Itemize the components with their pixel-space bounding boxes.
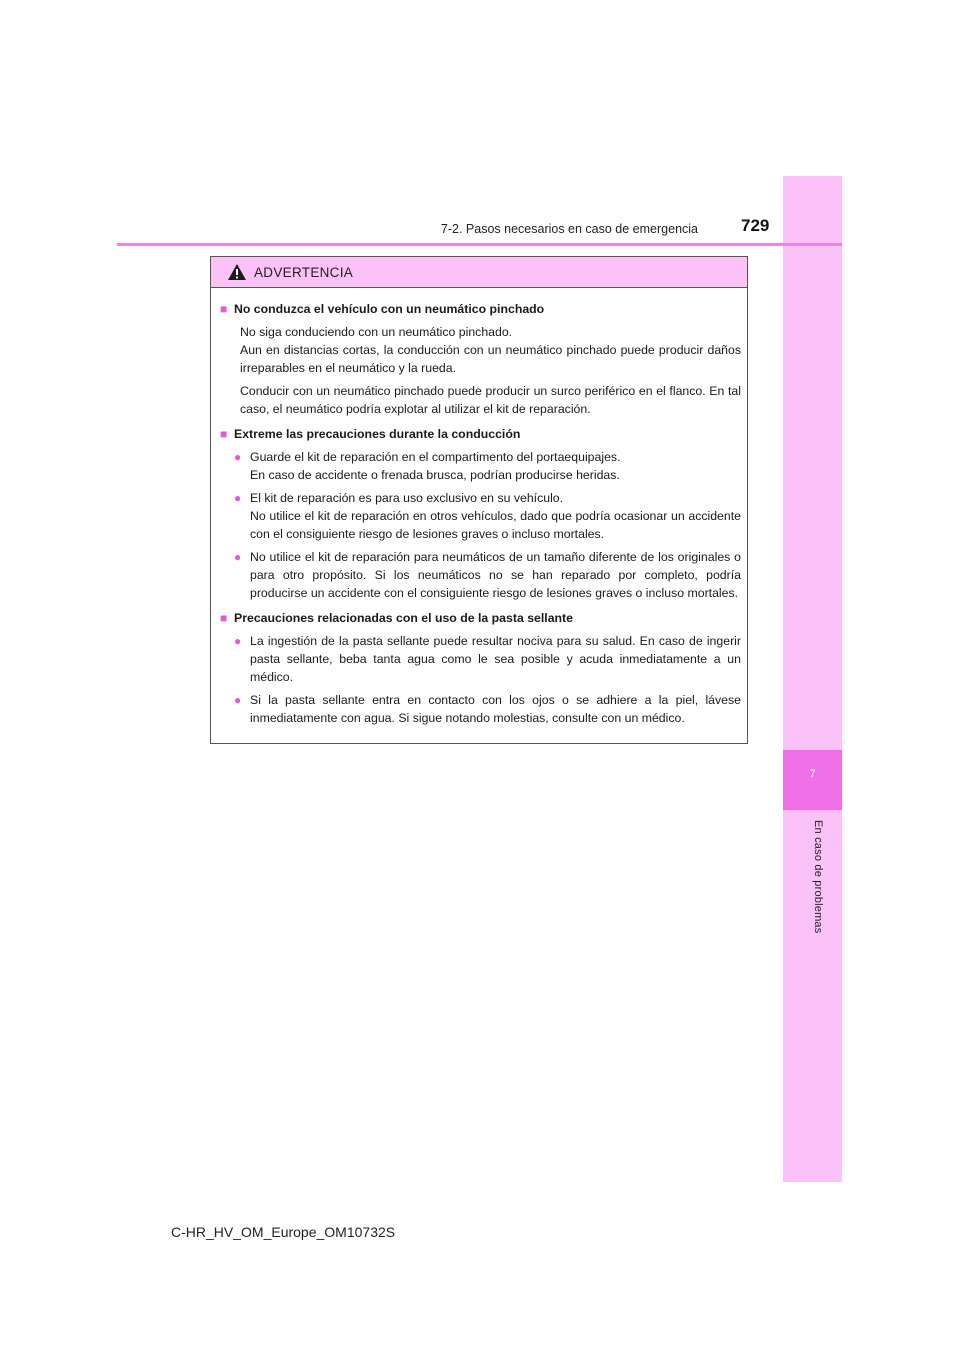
warning-bullet <box>234 448 741 484</box>
warning-bullet <box>234 548 741 602</box>
bullet-line: Si la pasta sellante entra en contacto con los ojos o se adhiere a la piel, lávese inmediatamente con agua. Si sigue notando molestias, consulte con un médico. <box>250 693 741 725</box>
chapter-side-tab <box>783 176 842 1182</box>
round-bullet-icon: ● <box>234 634 242 648</box>
square-bullet-icon: ■ <box>220 611 228 625</box>
section-heading-text: Precauciones relacionadas con el uso de la pasta sellante <box>234 611 573 625</box>
bullet-text <box>250 448 741 484</box>
bullet-line: Guarde el kit de reparación en el compartimento del portaequipajes. <box>250 450 621 464</box>
bullet-text <box>250 548 741 602</box>
bullet-line: No utilice el kit de reparación en otros vehículos, dado que podría ocasionar un accidente con el consiguiente riesgo de lesiones graves o incluso mortales. <box>250 509 741 541</box>
square-bullet-icon: ■ <box>220 302 228 316</box>
warning-section-heading <box>220 425 741 443</box>
bullet-line: En caso de accidente o frenada brusca, podrían producirse heridas. <box>250 468 620 482</box>
header-rule <box>117 243 842 246</box>
chapter-side-tab-active <box>783 750 842 810</box>
section-heading-text: Extreme las precauciones durante la conducción <box>234 427 521 441</box>
round-bullet-icon: ● <box>234 450 242 464</box>
warning-title: ADVERTENCIA <box>254 264 354 280</box>
section-title: 7-2. Pasos necesarios en caso de emergencia <box>440 222 698 236</box>
warning-paragraph: No siga conduciendo con un neumático pinchado. <box>240 325 513 339</box>
warning-section-heading <box>220 300 741 318</box>
warning-bullet <box>234 489 741 543</box>
warning-paragraph: Conducir con un neumático pinchado puede producir un surco periférico en el flanco. En tal caso, el neumático podría explotar al utilizar el kit de reparación. <box>240 384 741 416</box>
section-heading-text: No conduzca el vehículo con un neumático pinchado <box>234 302 545 316</box>
bullet-line: No utilice el kit de reparación para neumáticos de un tamaño diferente de los originales o para otro propósito. Si los neumáticos no se han reparado por completo, podría producirse un accidente con el consiguiente riesgo de lesiones graves o incluso mortales. <box>250 550 741 600</box>
round-bullet-icon: ● <box>234 550 242 564</box>
document-code: C-HR_HV_OM_Europe_OM10732S <box>171 1224 396 1240</box>
warning-bullet <box>234 632 741 686</box>
bullet-line: La ingestión de la pasta sellante puede resultar nociva para su salud. En caso de ingerir pasta sellante, beba tanta agua como le sea posible y acuda inmediatamente a un médico. <box>250 634 741 684</box>
warning-section-heading <box>220 609 741 627</box>
page-number: 729 <box>741 216 770 235</box>
warning-paragraph: Aun en distancias cortas, la conducción con un neumático pinchado puede producir daños irreparables en el neumático y la rueda. <box>240 343 741 375</box>
bullet-text <box>250 632 741 686</box>
warning-triangle-icon <box>227 263 247 281</box>
round-bullet-icon: ● <box>234 491 242 505</box>
round-bullet-icon: ● <box>234 693 242 707</box>
bullet-line: El kit de reparación es para uso exclusivo en su vehículo. <box>250 491 564 505</box>
chapter-number: 7 <box>809 768 816 780</box>
bullet-text <box>250 489 741 543</box>
warning-body <box>211 288 747 727</box>
warning-box <box>210 256 748 744</box>
warning-bullet <box>234 691 741 727</box>
square-bullet-icon: ■ <box>220 427 228 441</box>
bullet-text <box>250 691 741 727</box>
chapter-label: En caso de problemas <box>812 820 824 934</box>
warning-header <box>211 257 747 288</box>
